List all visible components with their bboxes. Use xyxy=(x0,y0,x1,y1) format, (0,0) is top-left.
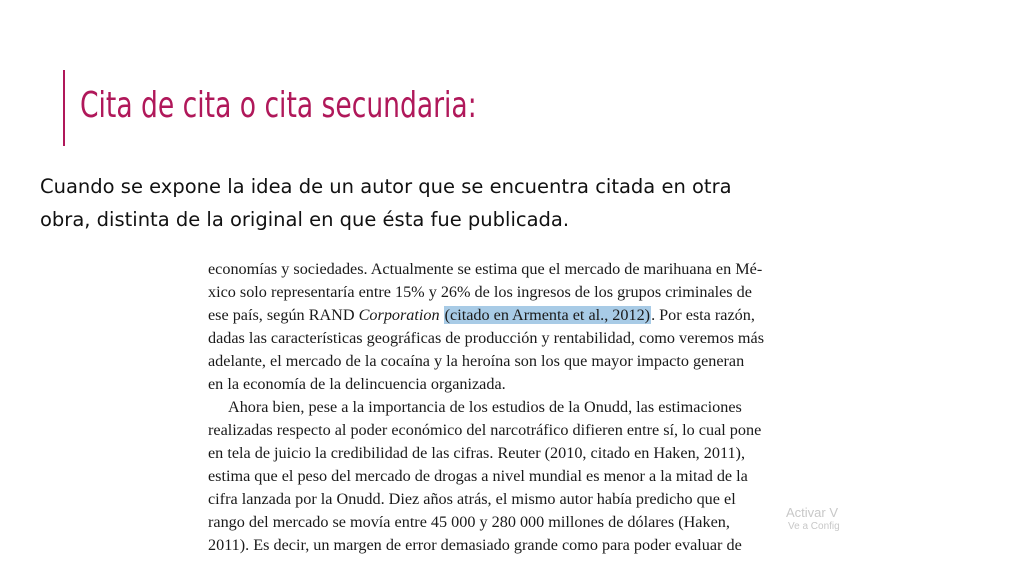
scan-line: 2011). Es decir, un margen de error demasiado grande como para poder evaluar de xyxy=(208,536,742,554)
highlighted-citation: (citado en Armenta et al., 2012) xyxy=(444,306,651,324)
scan-line: adelante, el mercado de la cocaína y la heroína son los que mayor impacto generan xyxy=(208,352,745,370)
scan-line: estima que el peso del mercado de drogas a nivel mundial es menor a la mitad de la xyxy=(208,467,748,485)
watermark-subline: Ve a Config xyxy=(788,521,840,532)
lead-line: obra, distinta de la original en que ésta fue publicada. xyxy=(40,208,570,231)
scan-line: en tela de juicio la credibilidad de las cifras. Reuter (2010, citado en Haken, 2011), xyxy=(208,444,745,462)
lead-paragraph xyxy=(40,170,920,236)
scan-line: rango del mercado se movía entre 45 000 y 280 000 millones de dólares (Haken, xyxy=(208,513,730,531)
scan-line: xico solo representaría entre 15% y 26% de los ingresos de los grupos criminales de xyxy=(208,283,752,301)
scan-line: realizadas respecto al poder económico del narcotráfico difieren entre sí, lo cual pone xyxy=(208,421,762,439)
scan-line-highlighted xyxy=(208,304,755,327)
scan-line: cifra lanzada por la Onudd. Diez años atrás, el mismo autor había predicho que el xyxy=(208,490,736,508)
scan-line: economías y sociedades. Actualmente se estima que el mercado de marihuana en Mé- xyxy=(208,260,763,278)
scan-line: Ahora bien, pese a la importancia de los estudios de la Onudd, las estimaciones xyxy=(228,398,742,416)
lead-line: Cuando se expone la idea de un autor que se encuentra citada en otra xyxy=(40,175,732,198)
windows-activation-watermark xyxy=(786,505,840,533)
scan-italic-text: Corporation xyxy=(358,306,440,324)
slide-title: Cita de cita o cita secundaria: xyxy=(80,85,477,126)
scan-text: ese país, según RAND xyxy=(208,306,359,324)
scan-line: en la economía de la delincuencia organizada. xyxy=(208,375,506,393)
watermark-line: Activar V xyxy=(786,505,839,520)
scan-line: dadas las características geográficas de producción y rentabilidad, como veremos más xyxy=(208,329,764,347)
scan-text: . Por esta razón, xyxy=(651,306,755,324)
scanned-text-excerpt xyxy=(200,258,820,576)
title-accent-bar xyxy=(63,70,65,146)
